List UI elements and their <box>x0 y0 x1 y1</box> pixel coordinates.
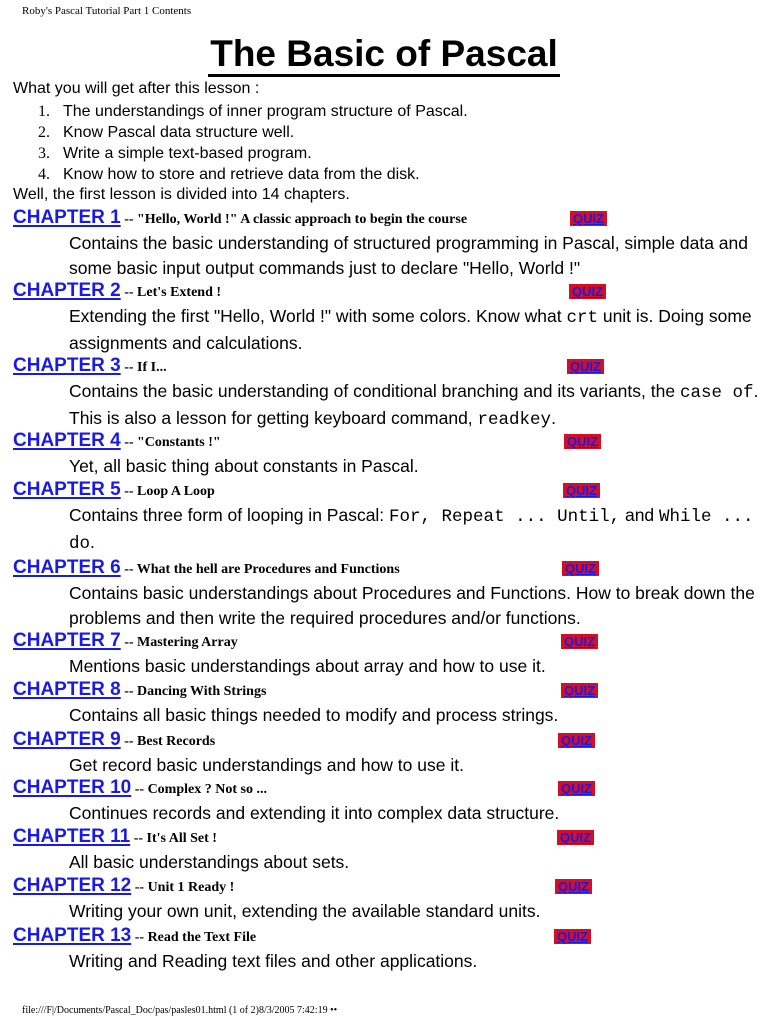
description-text: Writing and Reading text files and other applications. <box>69 951 478 971</box>
chapter-row <box>13 679 266 701</box>
chapter-subtitle: -- If I... <box>120 360 167 375</box>
description-text: Contains basic understandings about Procedures and Functions. How to break down the problems and then write the required procedures and/or functions. <box>69 583 755 628</box>
chapter-link[interactable]: CHAPTER 1 <box>13 207 121 228</box>
chapter-row <box>13 875 234 897</box>
chapter-subtitle: -- "Hello, World !" A classic approach to begin the course <box>120 212 468 227</box>
chapter-description <box>69 654 759 679</box>
goal-item <box>38 101 468 122</box>
chapter-description <box>69 581 759 631</box>
description-text: Contains the basic understanding of structured programming in Pascal, simple data and some basic input output commands just to declare "Hello, World !" <box>69 233 748 278</box>
quiz-button[interactable]: QUIZ <box>558 781 595 796</box>
goal-number: 2. <box>38 124 50 141</box>
description-text: All basic understandings about sets. <box>69 852 350 872</box>
quiz-button[interactable]: QUIZ <box>564 434 601 449</box>
page-title <box>0 30 768 78</box>
quiz-button[interactable]: QUIZ <box>563 483 600 498</box>
document-header-title: Roby's Pascal Tutorial Part 1 Contents <box>22 5 192 17</box>
quiz-button[interactable]: QUIZ <box>562 561 599 576</box>
quiz-button[interactable]: QUIZ <box>554 929 591 944</box>
chapter-description <box>69 231 759 281</box>
goal-item <box>38 122 468 143</box>
code-snippet: readkey <box>477 410 552 430</box>
chapter-description <box>69 949 759 974</box>
quiz-button[interactable]: QUIZ <box>570 211 607 226</box>
description-text: Contains three form of looping in Pascal: <box>69 505 390 525</box>
goal-text: Know Pascal data structure well. <box>63 124 295 141</box>
description-text: Mentions basic understandings about array and how to use it. <box>69 656 546 676</box>
code-snippet: While ... do <box>69 507 754 554</box>
chapter-description <box>69 304 759 356</box>
quiz-button[interactable]: QUIZ <box>569 284 606 299</box>
chapter-link[interactable]: CHAPTER 10 <box>13 777 132 798</box>
chapters-summary: Well, the first lesson is divided into 14 chapters. <box>13 186 350 203</box>
quiz-button[interactable]: QUIZ <box>561 683 598 698</box>
goal-number: 3. <box>38 145 50 162</box>
chapter-link[interactable]: CHAPTER 6 <box>13 557 121 578</box>
chapter-subtitle: -- Let's Extend ! <box>120 285 222 300</box>
chapter-link[interactable]: CHAPTER 12 <box>13 875 132 896</box>
chapter-description <box>69 703 759 728</box>
chapter-subtitle: -- Mastering Array <box>120 635 238 650</box>
goal-item <box>38 143 468 164</box>
chapter-description <box>69 753 759 778</box>
chapter-row <box>13 479 215 501</box>
chapter-row <box>13 207 467 229</box>
goals-list <box>38 101 468 185</box>
chapter-link[interactable]: CHAPTER 8 <box>13 679 121 700</box>
chapter-description <box>69 503 759 557</box>
quiz-button[interactable]: QUIZ <box>567 359 604 374</box>
chapter-subtitle: -- Best Records <box>120 734 216 749</box>
goal-text: The understandings of inner program structure of Pascal. <box>63 103 468 120</box>
description-text: unit is. Doing some assignments and calculations. <box>69 306 752 353</box>
description-text: Continues records and extending it into complex data structure. <box>69 803 560 823</box>
chapter-subtitle: -- Complex ? Not so ... <box>131 782 267 797</box>
chapter-link[interactable]: CHAPTER 13 <box>13 925 132 946</box>
description-text: . <box>551 408 556 428</box>
chapter-link[interactable]: CHAPTER 11 <box>13 826 131 847</box>
chapter-subtitle: -- Read the Text File <box>131 930 257 945</box>
description-text: . <box>90 532 95 552</box>
chapter-row <box>13 729 215 751</box>
goal-text: Write a simple text-based program. <box>63 145 312 162</box>
chapter-description <box>69 379 759 433</box>
chapter-link[interactable]: CHAPTER 2 <box>13 280 121 301</box>
chapter-subtitle: -- "Constants !" <box>120 435 221 450</box>
description-text: Yet, all basic thing about constants in Pascal. <box>69 456 419 476</box>
quiz-button[interactable]: QUIZ <box>561 634 598 649</box>
chapter-row <box>13 280 221 302</box>
code-snippet: case of <box>679 383 754 403</box>
chapter-row <box>13 430 221 452</box>
chapter-subtitle: -- Loop A Loop <box>120 484 215 499</box>
chapter-row <box>13 777 267 799</box>
chapter-subtitle: -- It's All Set ! <box>130 831 217 846</box>
chapter-row <box>13 826 217 848</box>
chapter-subtitle: -- Unit 1 Ready ! <box>131 880 235 895</box>
document-footer: file:///F|/Documents/Pascal_Doc/pas/pasles01.html (1 of 2)8/3/2005 7:42:19 •• <box>22 1005 338 1016</box>
goal-number: 4. <box>38 166 50 183</box>
description-text: and <box>620 505 660 525</box>
code-snippet: crt <box>566 308 598 328</box>
description-text: Contains the basic understanding of conditional branching and its variants, the <box>69 381 680 401</box>
chapter-description <box>69 454 759 479</box>
chapter-link[interactable]: CHAPTER 4 <box>13 430 121 451</box>
chapter-link[interactable]: CHAPTER 7 <box>13 630 121 651</box>
chapter-link[interactable]: CHAPTER 9 <box>13 729 121 750</box>
goal-text: Know how to store and retrieve data from the disk. <box>63 166 420 183</box>
chapter-subtitle: -- What the hell are Procedures and Functions <box>120 562 400 577</box>
chapter-link[interactable]: CHAPTER 5 <box>13 479 121 500</box>
chapter-description <box>69 899 759 924</box>
chapter-row <box>13 355 167 377</box>
chapter-description <box>69 850 759 875</box>
description-text: Contains all basic things needed to modify and process strings. <box>69 705 559 725</box>
description-text: Writing your own unit, extending the available standard units. <box>69 901 541 921</box>
page-title-text: The Basic of Pascal <box>208 33 560 77</box>
intro-text: What you will get after this lesson : <box>13 80 260 97</box>
description-text: Get record basic understandings and how to use it. <box>69 755 464 775</box>
description-text: Extending the first "Hello, World !" with some colors. Know what <box>69 306 567 326</box>
chapter-subtitle: -- Dancing With Strings <box>120 684 267 699</box>
chapter-row <box>13 630 238 652</box>
code-snippet: For, Repeat ... Until, <box>389 507 621 527</box>
chapter-row <box>13 925 256 947</box>
quiz-button[interactable]: QUIZ <box>555 879 592 894</box>
goal-number: 1. <box>38 103 50 120</box>
quiz-button[interactable]: QUIZ <box>558 733 595 748</box>
chapter-description <box>69 801 759 826</box>
quiz-button[interactable]: QUIZ <box>557 830 594 845</box>
goal-item <box>38 164 468 185</box>
chapter-row <box>13 557 400 579</box>
description-text: . This is also a lesson for getting keyboard command, <box>69 381 759 428</box>
chapter-link[interactable]: CHAPTER 3 <box>13 355 121 376</box>
